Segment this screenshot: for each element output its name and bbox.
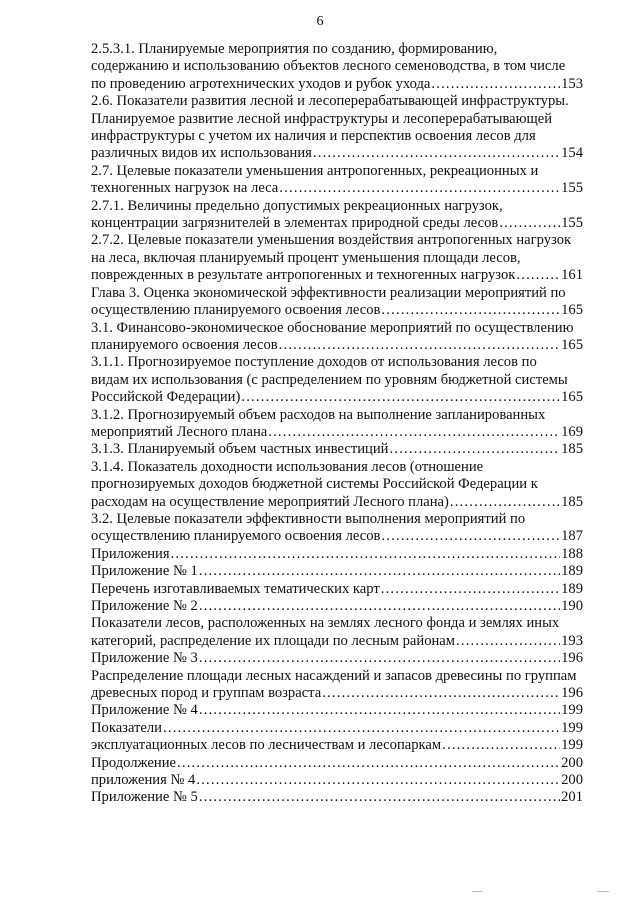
toc-entry-final-line bbox=[91, 650, 583, 667]
toc-page-number: 161 bbox=[561, 267, 583, 284]
toc-entry[interactable] bbox=[91, 755, 583, 772]
toc-entry[interactable] bbox=[91, 198, 583, 233]
toc-page-number: 187 bbox=[561, 528, 583, 545]
toc-entry-title: расходам на осуществление мероприятий Лесного плана) bbox=[91, 493, 449, 510]
toc-entry-line: 3.1.4. Показатель доходности использования лесов (отношение bbox=[91, 458, 484, 475]
toc-entry-line: Показатели лесов, расположенных на землях лесного фонда и землях иных bbox=[91, 615, 560, 632]
table-of-contents bbox=[91, 41, 583, 807]
toc-entry-final-line bbox=[91, 441, 583, 458]
toc-entry-final-line bbox=[91, 702, 583, 719]
toc-page-number: 189 bbox=[561, 563, 583, 580]
scan-artifact bbox=[597, 891, 609, 892]
toc-entry-line: 2.7.2. Целевые показатели уменьшения воздействия антропогенных нагрузок bbox=[91, 232, 572, 249]
toc-entry[interactable] bbox=[91, 320, 583, 355]
toc-entry[interactable] bbox=[91, 511, 583, 546]
toc-entry-final-line bbox=[91, 720, 583, 737]
toc-page-number: 201 bbox=[561, 789, 583, 806]
dot-leader bbox=[177, 755, 560, 772]
dot-leader bbox=[431, 76, 560, 93]
dot-leader bbox=[199, 563, 560, 580]
toc-entry-title: мероприятий Лесного плана bbox=[91, 423, 268, 440]
toc-entry-final-line bbox=[91, 755, 583, 772]
toc-entry[interactable] bbox=[91, 563, 583, 580]
toc-entry-line: инфраструктуры с учетом их наличия и перспектив освоения лесов для bbox=[91, 128, 536, 145]
toc-page-number: 169 bbox=[561, 423, 583, 440]
dot-leader bbox=[171, 546, 561, 563]
toc-page-number: 185 bbox=[561, 441, 583, 458]
toc-entry[interactable] bbox=[91, 581, 583, 598]
toc-entry[interactable] bbox=[91, 459, 583, 511]
toc-page-number: 199 bbox=[561, 702, 583, 719]
toc-entry-title: поврежденных в результате антропогенных и техногенных нагрузок bbox=[91, 267, 516, 284]
toc-entry-title: древесных пород и группам возраста bbox=[91, 685, 322, 702]
toc-entry[interactable] bbox=[91, 650, 583, 667]
toc-entry-line: Распределение площади лесных насаждений и запасов древесины по группам bbox=[91, 667, 577, 684]
toc-entry-final-line bbox=[91, 267, 583, 284]
toc-entry-final-line bbox=[91, 789, 583, 806]
toc-entry-final-line bbox=[91, 76, 583, 93]
toc-entry-title: Приложение № 4 bbox=[91, 702, 198, 719]
dot-leader bbox=[322, 685, 560, 702]
toc-entry[interactable] bbox=[91, 789, 583, 806]
toc-entry[interactable] bbox=[91, 737, 583, 754]
dot-leader bbox=[196, 772, 560, 789]
toc-entry-line: 2.5.3.1. Планируемые мероприятия по созданию, формированию, bbox=[91, 41, 498, 57]
toc-entry[interactable] bbox=[91, 163, 583, 198]
toc-page-number: 188 bbox=[561, 545, 583, 562]
toc-page-number: 199 bbox=[561, 737, 583, 754]
toc-page-number: 165 bbox=[561, 389, 583, 406]
toc-entry-title: Приложение № 3 bbox=[91, 650, 198, 667]
toc-page-number: 155 bbox=[561, 180, 583, 197]
toc-entry-final-line bbox=[91, 145, 583, 162]
toc-page-number: 190 bbox=[561, 598, 583, 614]
toc-entry-final-line bbox=[91, 528, 583, 545]
dot-leader bbox=[279, 180, 560, 197]
dot-leader bbox=[163, 720, 560, 737]
toc-entry[interactable] bbox=[91, 702, 583, 719]
toc-entry-final-line bbox=[91, 389, 583, 406]
toc-page-number: 200 bbox=[561, 772, 583, 789]
toc-entry-title: различных видов их использования bbox=[91, 145, 312, 162]
toc-entry-final-line bbox=[91, 546, 583, 563]
toc-entry[interactable] bbox=[91, 407, 583, 442]
toc-entry-line: 2.6. Показатели развития лесной и лесоперерабатывающей инфраструктуры. bbox=[91, 93, 569, 110]
toc-entry-final-line bbox=[91, 337, 583, 354]
toc-entry-title: Приложение № 2 bbox=[91, 598, 198, 614]
toc-entry[interactable] bbox=[91, 285, 583, 320]
toc-entry-title: Российской Федерации) bbox=[91, 389, 241, 406]
toc-entry-line: Планируемое развитие лесной инфраструктуры и лесоперерабатывающей bbox=[91, 110, 553, 127]
toc-entry-final-line bbox=[91, 685, 583, 702]
toc-entry-final-line bbox=[91, 215, 583, 232]
toc-page-number: 165 bbox=[561, 336, 583, 353]
dot-leader bbox=[381, 302, 560, 319]
toc-entry-title: Показатели bbox=[91, 719, 162, 736]
toc-entry-final-line bbox=[91, 737, 583, 754]
toc-entry-final-line bbox=[91, 302, 583, 319]
toc-page-number: 196 bbox=[561, 685, 583, 702]
toc-page-number: 155 bbox=[561, 215, 583, 232]
toc-entry-final-line bbox=[91, 772, 583, 789]
toc-entry-final-line bbox=[91, 563, 583, 580]
toc-entry-line: 3.1.2. Прогнозируемый объем расходов на выполнение запланированных bbox=[91, 406, 546, 423]
toc-entry-final-line bbox=[91, 633, 583, 650]
dot-leader bbox=[313, 145, 560, 162]
toc-entry[interactable] bbox=[91, 615, 583, 650]
toc-entry-final-line bbox=[91, 180, 583, 197]
toc-entry[interactable] bbox=[91, 598, 583, 615]
toc-entry-line: 3.1.1. Прогнозируемое поступление доходов от использования лесов по bbox=[91, 354, 537, 371]
toc-entry[interactable] bbox=[91, 546, 583, 563]
toc-entry-title: осуществлению планируемого освоения лесов bbox=[91, 528, 381, 545]
dot-leader bbox=[199, 702, 560, 719]
toc-entry-final-line bbox=[91, 581, 583, 598]
toc-page-number: 200 bbox=[561, 754, 583, 771]
toc-entry-title: по проведению агротехнических уходов и рубок ухода bbox=[91, 75, 431, 92]
toc-entry[interactable] bbox=[91, 720, 583, 737]
dot-leader bbox=[381, 528, 560, 545]
toc-entry-line: 2.7. Целевые показатели уменьшения антропогенных, рекреационных и bbox=[91, 162, 539, 179]
dot-leader bbox=[450, 494, 560, 511]
toc-entry-title: техногенных нагрузок на леса bbox=[91, 180, 279, 197]
toc-entry-title: Продолжение bbox=[91, 754, 176, 771]
toc-entry-title: Приложение № 1 bbox=[91, 563, 198, 580]
toc-entry-final-line bbox=[91, 424, 583, 441]
dot-leader bbox=[442, 737, 560, 754]
toc-page-number: 154 bbox=[561, 145, 583, 162]
toc-entry-title: 3.1.3. Планируемый объем частных инвестиций bbox=[91, 441, 389, 458]
toc-entry-final-line bbox=[91, 598, 583, 615]
toc-entry[interactable] bbox=[91, 232, 583, 284]
toc-entry-title: эксплуатационных лесов по лесничествам и лесопаркам bbox=[91, 737, 442, 754]
toc-entry[interactable] bbox=[91, 41, 583, 93]
page-number: 6 bbox=[316, 14, 324, 29]
toc-entry-title: планируемого освоения лесов bbox=[91, 336, 278, 353]
dot-leader bbox=[279, 337, 560, 354]
toc-entry-line: 3.2. Целевые показатели эффективности выполнения мероприятий по bbox=[91, 510, 526, 527]
toc-page-number: 199 bbox=[561, 719, 583, 736]
dot-leader bbox=[456, 633, 560, 650]
toc-page-number: 165 bbox=[561, 302, 583, 319]
toc-entry-line: видам их использования (с распределением по уровням бюджетной системы bbox=[91, 371, 568, 388]
toc-page-number: 185 bbox=[561, 493, 583, 510]
toc-entry-title: Приложение № 5 bbox=[91, 789, 198, 806]
dot-leader bbox=[499, 215, 560, 232]
toc-entry-line: содержанию и использованию объектов лесного семеноводства, в том числе bbox=[91, 58, 566, 75]
toc-page-number: 153 bbox=[561, 75, 583, 92]
dot-leader bbox=[199, 650, 560, 667]
toc-page-number: 196 bbox=[561, 650, 583, 667]
dot-leader bbox=[199, 598, 560, 615]
toc-entry-line: на леса, включая планируемый процент уменьшения площади лесов, bbox=[91, 249, 521, 266]
toc-entry-line: 2.7.1. Величины предельно допустимых рекреационных нагрузок, bbox=[91, 197, 503, 214]
toc-entry-title: Приложения bbox=[91, 545, 170, 562]
toc-entry-title: категорий, распределение их площади по лесным районам bbox=[91, 632, 456, 649]
toc-entry-title: концентрации загрязнителей в элементах природной среды лесов bbox=[91, 215, 499, 232]
toc-entry-title: осуществлению планируемого освоения лесов bbox=[91, 302, 381, 319]
toc-entry-title: приложения № 4 bbox=[91, 772, 196, 789]
toc-entry[interactable] bbox=[91, 93, 583, 163]
toc-entry[interactable] bbox=[91, 441, 583, 458]
dot-leader bbox=[381, 581, 560, 598]
toc-entry[interactable] bbox=[91, 354, 583, 406]
toc-entry[interactable] bbox=[91, 772, 583, 789]
toc-entry-line: 3.1. Финансово-экономическое обоснование мероприятий по осуществлению bbox=[91, 319, 574, 336]
dot-leader bbox=[199, 789, 560, 806]
toc-entry-final-line bbox=[91, 494, 583, 511]
dot-leader bbox=[268, 424, 560, 441]
toc-entry-title: Перечень изготавливаемых тематических карт bbox=[91, 580, 380, 597]
toc-page-number: 189 bbox=[561, 580, 583, 597]
dot-leader bbox=[516, 267, 560, 284]
dot-leader bbox=[241, 389, 560, 406]
toc-entry-line: Глава 3. Оценка экономической эффективности реализации мероприятий по bbox=[91, 284, 566, 301]
scan-artifact bbox=[472, 891, 482, 892]
toc-page-number: 193 bbox=[561, 632, 583, 649]
toc-entry-line: прогнозируемых доходов бюджетной системы Российской Федерации к bbox=[91, 476, 538, 493]
dot-leader bbox=[389, 441, 560, 458]
toc-entry[interactable] bbox=[91, 668, 583, 703]
